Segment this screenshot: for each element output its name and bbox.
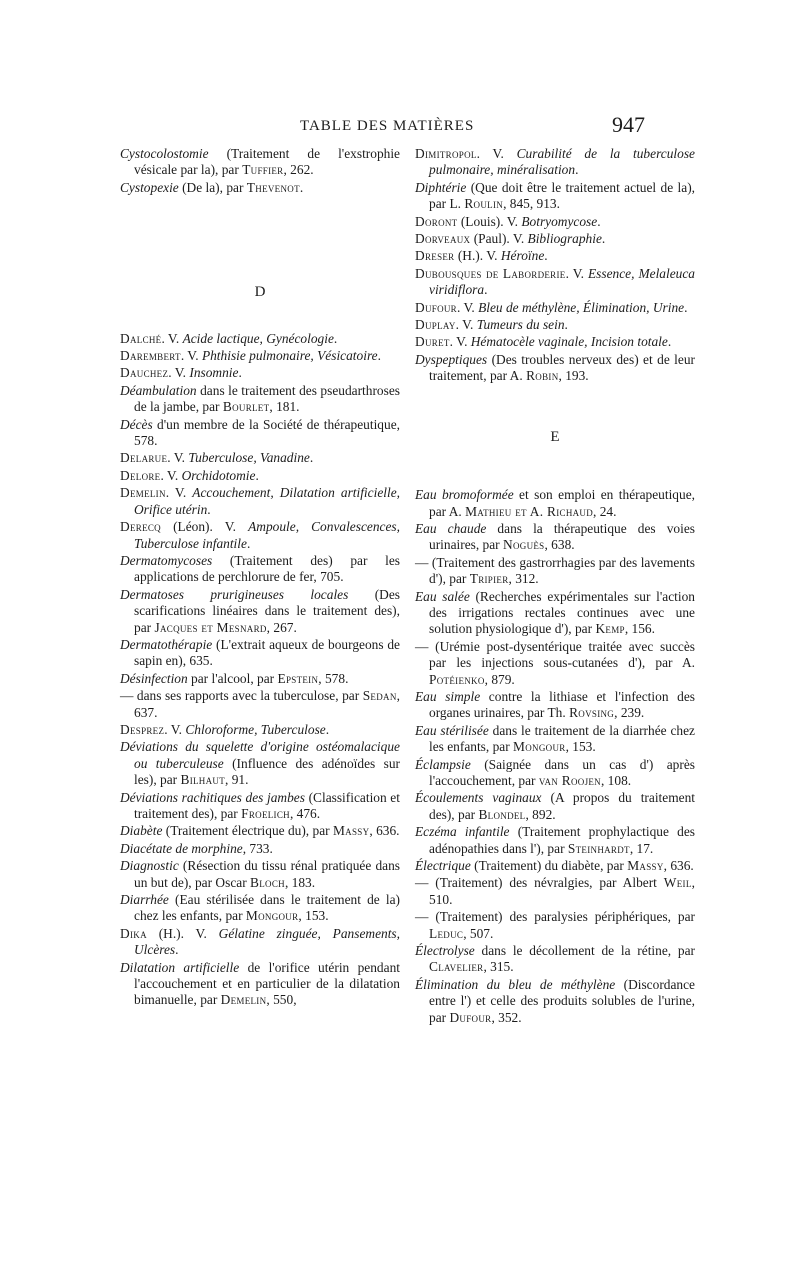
entry-author: Darembert: [120, 348, 181, 364]
index-entry: [120, 823, 400, 839]
entry-keyword: Eau chaude: [415, 520, 487, 536]
entry-author: Rovsing: [569, 705, 615, 721]
entry-tail: .: [575, 162, 579, 178]
entry-author: Thevenot: [246, 179, 300, 195]
entry-tail: , 312.: [508, 571, 539, 587]
index-entry: [415, 977, 695, 1026]
index-entry: [415, 266, 695, 299]
right-column: [415, 146, 695, 1027]
entry-text: (Saignée dans un cas d') après l'accouchement, par: [429, 756, 695, 788]
entry-tail: .: [175, 942, 179, 958]
index-entry: [415, 824, 695, 857]
index-entry: [415, 231, 695, 247]
entry-keyword: Eau bromoformée: [415, 487, 514, 503]
entry-tail: .: [597, 213, 601, 229]
entry-keyword: Essence, Melaleuca viridiflora: [429, 265, 695, 298]
entry-keyword: Gélatine zinguée, Pansements, Ulcères: [134, 925, 400, 958]
entry-text: (H.). V.: [454, 248, 501, 264]
running-head: [0, 112, 800, 140]
entry-text: — (Traitement) des paralysies périphériques, par: [415, 909, 695, 925]
index-entry: [120, 790, 400, 823]
entry-tail: .: [207, 501, 211, 517]
entry-keyword: Dermatomycoses: [120, 552, 213, 568]
entry-keyword: Déambulation: [120, 382, 197, 398]
entry-text: — (Urémie post-dysentérique traitée avec succès par les injections sous-cutanées d'), par A.: [415, 638, 695, 671]
entry-text: dans le décollement de la rétine, par: [474, 943, 695, 959]
entry-keyword: Botryomycose: [521, 213, 598, 229]
index-entry: [415, 589, 695, 638]
entry-keyword: Ampoule, Convalescences, Tuberculose infantile: [134, 519, 400, 551]
entry-tail: .: [484, 282, 488, 298]
entry-text: (Des scarifications linéaires dans le traitement des), par: [134, 586, 400, 635]
entry-text: — (Traitement) des névralgies, par Albert: [415, 875, 664, 891]
entry-text: , 733.: [242, 840, 273, 856]
entry-tail: , 181.: [269, 399, 300, 415]
entry-author: Steinhardt: [567, 840, 630, 856]
entry-author: Duret: [415, 334, 450, 350]
entry-keyword: Diagnostic: [120, 858, 179, 874]
entry-text: (Traitement électrique du), par: [162, 823, 333, 839]
entry-tail: .: [309, 450, 314, 466]
entry-keyword: Dyspeptiques: [415, 351, 488, 367]
index-entry: [415, 214, 695, 230]
entry-keyword: Bleu de méthylène, Élimination, Urine: [478, 299, 685, 315]
index-entry: [415, 317, 695, 333]
entry-keyword: Eau simple: [415, 688, 481, 704]
index-entry: [415, 689, 695, 722]
index-entry: [415, 487, 695, 520]
entry-tail: , 550,: [266, 992, 297, 1008]
entry-tail: .: [544, 248, 548, 264]
entry-author: Dalché: [120, 330, 162, 346]
entry-author: Robin: [526, 368, 559, 384]
entry-text: (Des troubles nerveux des) et de leur traitement, par A.: [429, 351, 695, 384]
index-entry: [120, 365, 400, 381]
entry-author: Noguès: [503, 537, 545, 553]
entry-text: (Que doit être le traitement actuel de la), par L.: [429, 179, 695, 212]
entry-text: . V.: [168, 365, 190, 381]
index-entry: [415, 146, 695, 179]
entry-tail: , 638.: [544, 537, 575, 553]
entry-keyword: Diarrhée: [120, 892, 169, 908]
index-entry: [415, 248, 695, 264]
entry-tail: .: [601, 231, 606, 247]
entry-text: . V.: [167, 450, 189, 466]
entry-tail: , 476.: [289, 806, 321, 821]
entry-keyword: Diabète: [120, 823, 163, 839]
entry-tail: .: [325, 721, 330, 737]
entry-keyword: Orchidotomie: [181, 467, 256, 483]
index-entry: [120, 450, 400, 466]
entry-keyword: Bibliographie: [527, 231, 602, 247]
entry-tail: , 156.: [624, 621, 655, 637]
entry-author: Dika: [120, 925, 147, 941]
entry-text: d'un membre de la Société de thérapeutique, 578.: [134, 416, 400, 449]
entry-tail: , 578.: [318, 670, 349, 686]
entry-tail: , 352.: [491, 1009, 522, 1025]
entry-keyword: Cystocolostomie: [120, 146, 209, 161]
entry-author: Mongour: [513, 739, 566, 755]
entry-author: Potéienko: [429, 671, 485, 687]
entry-text: (A propos du traitement des), par: [429, 790, 695, 822]
entry-text: contre la lithiase et l'infection des organes urinaires, par Th.: [429, 688, 695, 721]
entry-text: (Influence des adénoïdes sur les), par: [134, 755, 400, 788]
entry-author: Mathieu et A. Richaud: [465, 503, 594, 519]
entry-author: Jacques et Mesnard: [154, 619, 267, 635]
index-entry: [415, 180, 695, 213]
entry-text: . V.: [476, 146, 517, 161]
entry-text: . V.: [180, 348, 202, 364]
entry-keyword: Hématocèle vaginale, Incision totale: [470, 334, 668, 350]
entry-keyword: Dermatothérapie: [120, 636, 213, 652]
entry-keyword: Écoulements vaginaux: [415, 790, 542, 806]
entry-tail: .: [684, 299, 688, 315]
index-entry: [120, 841, 400, 857]
index-entry: [415, 521, 695, 554]
entry-author: Blondel: [478, 806, 526, 822]
entry-tail: , 239.: [614, 705, 645, 721]
index-entry: [120, 858, 400, 891]
entry-text: . V.: [456, 299, 479, 315]
entry-keyword: Eau salée: [415, 588, 470, 604]
entry-text: . V.: [165, 485, 193, 501]
entry-author: Weil: [663, 875, 692, 891]
entry-tail: .: [564, 317, 568, 333]
entry-tail: , 510.: [429, 875, 695, 907]
entry-author: Delarue: [120, 450, 168, 466]
entry-keyword: Insomnie: [189, 365, 239, 381]
entry-text: (Recherches expérimentales sur l'action des irrigations rectales continues avec une solution physiologique d'), par: [429, 588, 695, 637]
entry-tail: , 892.: [525, 806, 556, 822]
entry-tail: , 17.: [629, 840, 654, 856]
entry-keyword: Diphtérie: [415, 179, 467, 195]
index-entry: [120, 331, 400, 347]
entry-text: (Traitement) du diabète, par: [470, 858, 628, 874]
index-entry: [120, 383, 400, 416]
entry-tail: , 636.: [369, 823, 400, 839]
index-entry: [415, 639, 695, 688]
index-entry: [120, 180, 400, 196]
entry-keyword: Héroïne: [500, 248, 545, 264]
index-entry: [415, 723, 695, 756]
entry-author: Demelin: [220, 992, 267, 1008]
entry-keyword: Acide lactique, Gynécologie: [182, 330, 334, 346]
entry-author: Duplay: [415, 317, 456, 333]
entry-keyword: Élimination du bleu de méthylène: [415, 976, 616, 992]
entry-tail: , 636.: [663, 858, 694, 874]
entry-keyword: Dilatation artificielle: [120, 959, 240, 975]
entry-author: Delore: [120, 467, 161, 483]
entry-author: Dimitropol: [415, 146, 477, 161]
entry-tail: , 262.: [283, 162, 314, 178]
entry-text: . V.: [161, 330, 183, 346]
entry-keyword: Eau stérilisée: [415, 722, 489, 738]
entry-tail: , 24.: [593, 503, 617, 519]
entry-author: Doront: [415, 213, 458, 229]
entry-tail: , 153.: [298, 908, 329, 924]
entry-author: Demelin: [120, 485, 166, 501]
entry-author: Bourlet: [222, 399, 270, 415]
entry-text: (L'extrait aqueux de bourgeons de sapin en), 635.: [134, 636, 400, 669]
section-letter: E: [550, 428, 560, 445]
entry-text: (Traitement des) par les applications de perchlorure de fer, 705.: [134, 552, 400, 585]
entry-author: Dorveaux: [415, 231, 471, 247]
entry-author: Bloch: [250, 874, 285, 890]
entry-text: (H.). V.: [146, 925, 219, 941]
entry-tail: , 108.: [600, 773, 632, 788]
entry-author: Massy: [627, 858, 664, 874]
entry-text: (Eau stérilisée dans le traitement de la) chez les enfants, par: [134, 892, 400, 924]
index-entry: [415, 875, 695, 908]
entry-keyword: Curabilité de la tuberculose pulmonaire, minéralisation: [429, 146, 695, 178]
entry-author: Epstein: [277, 670, 319, 686]
entry-text: . V.: [160, 467, 182, 483]
entry-keyword: Eczéma infantile: [415, 824, 510, 840]
index-entry: [415, 943, 695, 976]
entry-author: Tripier: [469, 571, 509, 587]
entry-text: . V.: [455, 317, 477, 333]
entry-author: Sedan: [362, 688, 397, 704]
entry-keyword: Déviations du squelette d'origine ostéomalacique ou tuberculeuse: [120, 739, 400, 771]
index-entry: [120, 417, 400, 450]
entry-text: . V.: [565, 265, 588, 281]
index-entry: [120, 553, 400, 586]
entry-tail: , 879.: [484, 671, 515, 687]
entry-author: Derecq: [120, 519, 161, 535]
page-title: TABLE DES MATIÈRES: [300, 118, 475, 134]
entry-author: Dufour: [415, 299, 457, 315]
entry-author: Froelich: [241, 806, 290, 821]
entry-text: (Louis). V.: [457, 213, 522, 229]
entry-keyword: Tumeurs du sein: [476, 317, 565, 333]
entry-author: Dauchez: [120, 365, 169, 381]
entry-tail: , 193.: [558, 368, 589, 384]
entry-text: par l'alcool, par: [187, 670, 278, 686]
entry-tail: , 315.: [483, 959, 514, 975]
index-entry: [415, 790, 695, 823]
entry-keyword: Chloroforme, Tuberculose: [185, 721, 326, 737]
entry-tail: .: [667, 334, 672, 350]
entry-tail: , 183.: [284, 874, 316, 890]
index-entry: [415, 555, 695, 588]
entry-keyword: Électrolyse: [415, 943, 475, 959]
index-entry: [120, 688, 400, 721]
entry-author: Tuffier: [242, 162, 284, 178]
index-entry: [415, 757, 695, 790]
entry-keyword: Électrique: [415, 858, 471, 874]
entry-tail: .: [246, 535, 251, 551]
entry-text: — dans ses rapports avec la tuberculose, par: [120, 688, 363, 704]
index-entry: [120, 637, 400, 670]
entry-text: dans le traitement des pseudarthroses de la jambe, par: [134, 382, 400, 415]
entry-text: . V.: [449, 334, 471, 350]
entry-keyword: Dermatoses prurigineuses locales: [120, 586, 349, 602]
entry-text: (Discordance entre l') et celle des produits solubles de l'urine, par: [429, 976, 696, 1025]
entry-text: (Traitement de l'exstrophie vésicale par la), par: [134, 146, 400, 178]
index-entry: [415, 352, 695, 385]
index-entry: [120, 892, 400, 925]
index-entry: [120, 960, 400, 1009]
entry-keyword: Accouchement, Dilatation artificielle, Orifice utérin: [134, 485, 400, 517]
entry-text: (Traitement prophylactique des adénopathies dans l'), par: [429, 824, 695, 856]
entry-text: (Léon). V.: [160, 519, 249, 535]
index-entry: [415, 300, 695, 316]
entry-tail: , 845, 913.: [503, 196, 560, 212]
entry-author: Clavelier: [429, 959, 484, 975]
index-entry: [120, 519, 400, 552]
section-letter: D: [254, 284, 266, 301]
index-entry: [120, 722, 400, 738]
page-number: 947: [612, 112, 645, 137]
entry-tail: , 153.: [565, 739, 596, 755]
entry-author: Dreser: [415, 248, 455, 264]
entry-author: Leduc: [429, 925, 464, 941]
entry-author: Kemp: [595, 621, 625, 637]
entry-tail: .: [255, 467, 259, 483]
entry-tail: .: [238, 365, 242, 381]
index-entry: [120, 926, 400, 959]
entry-text: dans la thérapeutique des voies urinaires, par: [429, 520, 696, 553]
entry-tail: .: [377, 348, 381, 364]
entry-keyword: Désinfection: [120, 670, 188, 686]
entry-author: Mongour: [245, 908, 299, 924]
entry-keyword: Phthisie pulmonaire, Vésicatoire: [201, 348, 378, 364]
entry-keyword: Tuberculose, Vanadine: [188, 450, 310, 466]
entry-tail: , 91.: [225, 772, 249, 788]
entry-text: — (Traitement des gastrorrhagies par des lavements d'), par: [415, 554, 695, 587]
entry-text: (De la), par: [178, 179, 247, 195]
entry-author: van Roojen: [538, 773, 601, 788]
index-entry: [120, 348, 400, 364]
entry-author: Roulin: [464, 196, 504, 212]
entry-keyword: Éclampsie: [415, 756, 471, 772]
entry-text: dans le traitement de la diarrhée chez les enfants, par: [429, 722, 695, 755]
entry-tail: , 637.: [134, 688, 400, 720]
entry-keyword: Diacétate de morphine: [120, 840, 243, 856]
index-entry: [120, 485, 400, 518]
entry-text: (Paul). V.: [470, 231, 528, 247]
index-entry: [120, 587, 400, 636]
index-entry: [120, 739, 400, 788]
entry-keyword: Décès: [120, 416, 153, 432]
entry-author: Dubousques de Laborderie: [415, 265, 566, 281]
entry-keyword: Cystopexie: [120, 179, 179, 195]
entry-keyword: Déviations rachitiques des jambes: [120, 789, 305, 805]
index-entry: [415, 334, 695, 350]
entry-text: de l'orifice utérin pendant l'accouchement et en particulier de la dilatation bimanuelle, par: [134, 959, 400, 1008]
entry-author: Massy: [332, 823, 370, 839]
index-entry: [120, 671, 400, 687]
entry-tail: , 507.: [463, 925, 494, 941]
index-entry: [120, 468, 400, 484]
index-entry: [415, 858, 695, 874]
entry-tail: , 267.: [266, 619, 297, 635]
entry-author: Desprez: [120, 721, 165, 737]
entry-author: Bilhaut: [180, 772, 226, 788]
entry-tail: .: [299, 179, 304, 195]
index-entry: [415, 909, 695, 942]
index-entry: [120, 146, 400, 179]
entry-text: (Classification et traitement des), par: [134, 789, 400, 821]
entry-text: (Résection du tissu rénal pratiquée dans un but de), par Oscar: [134, 858, 400, 890]
entry-tail: .: [333, 330, 338, 346]
entry-text: et son emploi en thérapeutique, par A.: [429, 487, 695, 519]
entry-author: Dufour: [449, 1009, 492, 1025]
left-column: [120, 146, 400, 1010]
entry-text: . V.: [164, 721, 186, 737]
